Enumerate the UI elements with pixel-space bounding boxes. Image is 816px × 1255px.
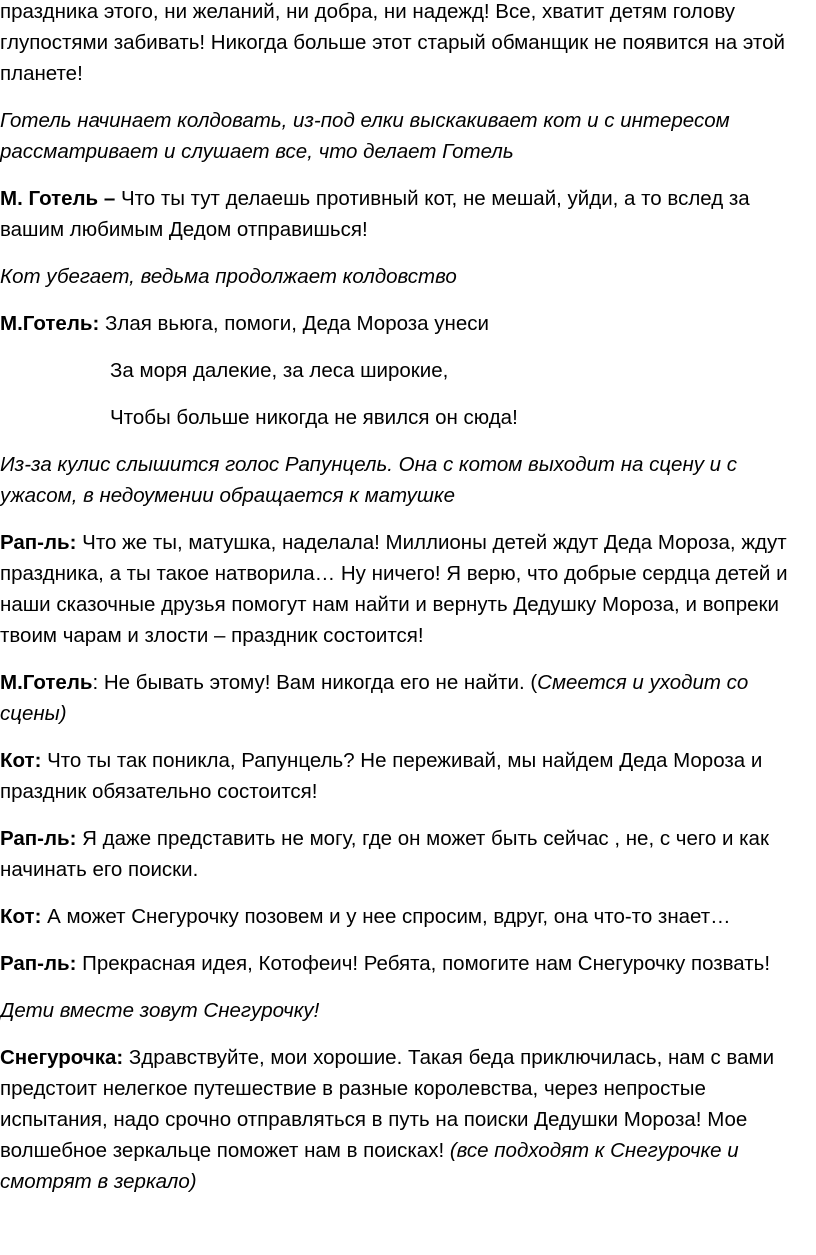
speech-line-with-stage — [0, 667, 812, 729]
stage-direction-text: Кот убегает, ведьма продолжает колдовство — [0, 265, 457, 288]
speaker-name: Рап-ль: — [0, 952, 77, 975]
speech-line — [0, 308, 812, 339]
speaker-name: Кот: — [0, 905, 42, 928]
speaker-name: Кот: — [0, 749, 42, 772]
speech-text: А может Снегурочку позовем и у нее спросим, вдруг, она что-то знает… — [41, 905, 731, 928]
speech-text: Злая вьюга, помоги, Деда Мороза унеси — [99, 312, 489, 335]
stage-direction — [0, 105, 812, 167]
speech-line — [0, 901, 812, 932]
stage-direction-text: Дети вместе зовут Снегурочку! — [0, 999, 320, 1022]
verse-line — [110, 355, 812, 386]
speech-text: Прекрасная идея, Котофеич! Ребята, помогите нам Снегурочку позвать! — [76, 952, 771, 975]
speech-line — [0, 948, 812, 979]
speaker-name: М.Готель: — [0, 312, 100, 335]
speaker-name: Рап-ль: — [0, 827, 77, 850]
stage-direction-inline: (все подходят к Снегурочке и смотрят в зеркало) — [0, 1139, 739, 1193]
verse-line — [110, 402, 812, 433]
speech-text: : Не бывать этому! Вам никогда его не найти. ( — [92, 671, 538, 694]
speech-line — [0, 527, 812, 651]
stage-direction-text: Из-за кулис слышится голос Рапунцель. Она с котом выходит на сцену и с ужасом, в недоумении обращается к матушке — [0, 453, 738, 507]
paragraph-goethel-monologue-end — [0, 0, 812, 89]
speaker-name: М. Готель – — [0, 187, 116, 210]
speech-line — [0, 823, 812, 885]
speech-text: Что ты так поникла, Рапунцель? Не переживай, мы найдем Деда Мороза и праздник обязательно состоится! — [0, 749, 763, 803]
verse-text: Чтобы больше никогда не явился он сюда! — [110, 406, 518, 429]
speech-line — [0, 745, 812, 807]
speech-text: Что ты тут делаешь противный кот, не мешай, уйди, а то вслед за вашим любимым Дедом отправишься! — [0, 187, 750, 241]
stage-direction-text: Готель начинает колдовать, из-под елки выскакивает кот и с интересом рассматривает и слушает все, что делает Готель — [0, 109, 730, 163]
stage-direction — [0, 449, 812, 511]
stage-direction-inline: Смеется и уходит со сцены) — [0, 671, 749, 725]
verse-text: За моря далекие, за леса широкие, — [110, 359, 449, 382]
speaker-name: Рап-ль: — [0, 531, 77, 554]
paragraph-text: праздника этого, ни желаний, ни добра, ни надежд! Все, хватит детям голову глупостями забивать! Никогда больше этот старый обманщик не появится на этой планете! — [0, 0, 785, 85]
stage-direction — [0, 995, 812, 1026]
speech-line — [0, 183, 812, 245]
stage-direction — [0, 261, 812, 292]
speech-text: Я даже представить не могу, где он может быть сейчас , не, с чего и как начинать его поиски. — [0, 827, 769, 881]
speech-text: Здравствуйте, мои хорошие. Такая беда приключилась, нам с вами предстоит нелегкое путешествие в разные королевства, через непростые испытания, надо срочно отправляться в путь на поиски Дедушки Мороза! Мое волшебное зеркальце поможет нам в поисках! — [0, 1046, 775, 1162]
speech-line-with-stage — [0, 1042, 812, 1197]
speaker-name: Снегурочка: — [0, 1046, 124, 1069]
speech-text: Что же ты, матушка, наделала! Миллионы детей ждут Деда Мороза, ждут праздника, а ты такое натворила… Ну ничего! Я верю, что добрые сердца детей и наши сказочные друзья помогут нам найти и вернуть Дедушку Мороза, и вопреки твоим чарам и злости – праздник состоится! — [0, 531, 788, 647]
speaker-name: М.Готель — [0, 671, 93, 694]
